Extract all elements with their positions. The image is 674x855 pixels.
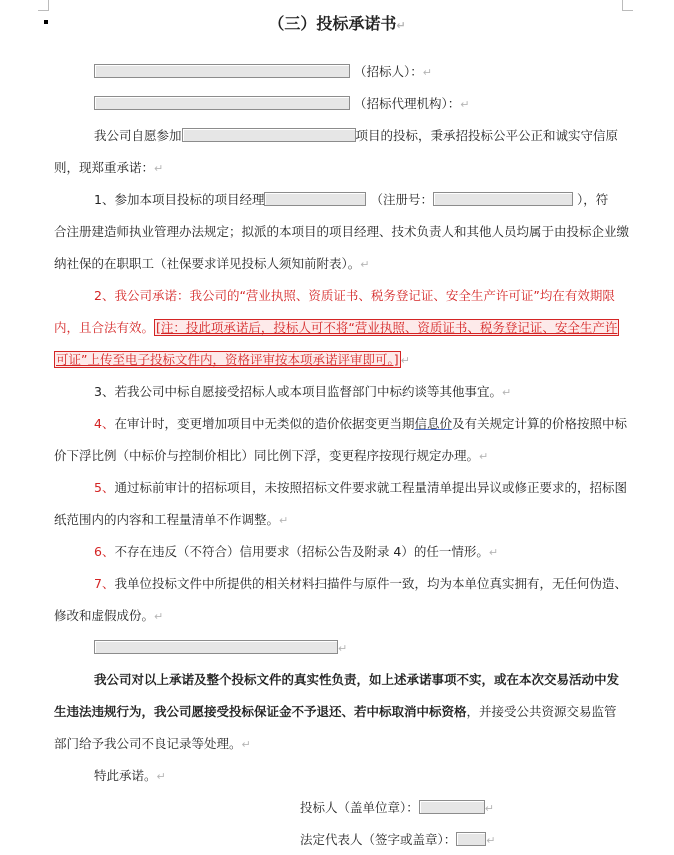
item2-note-cont-line: 可证”上传至电子投标文件内，资格评审按本项承诺评审即可。] ↵ xyxy=(56,352,410,367)
additional-commitment-field[interactable] xyxy=(94,640,338,654)
item3-line: 3、若我公司中标自愿接受招标人或本项目监督部门中标约谈等其他事宜。↵ xyxy=(94,384,512,399)
item1-line: 1、参加本项目投标的项目经理 （注册号： ），符 xyxy=(94,192,609,207)
intro-line: 我公司自愿参加 项目的投标，秉承招投标公平公正和诚实守信原 xyxy=(94,128,619,143)
bidder-seal-field[interactable] xyxy=(419,800,485,814)
item5-line: 5、通过标前审计的招标项目，未按照招标文件要求就工程量清单提出异议或修正要求的，招标图 xyxy=(94,480,627,495)
item2-line: 2、我公司承诺：我公司的“营业执照、资质证书、税务登记证、安全生产许可证”均在有效期限 xyxy=(94,288,615,303)
declaration-line: 我公司对以上承诺及整个投标文件的真实性负责，如上述承诺事项不实，或在本次交易活动中发 xyxy=(94,672,620,687)
item2-note-highlight-cont: 可证”上传至电子投标文件内，资格评审按本项承诺评审即可。] xyxy=(56,352,399,367)
page-corner-mark-right xyxy=(622,0,633,11)
tenderee-line: （招标人）：↵ xyxy=(94,64,432,81)
blank-field-line: ↵ xyxy=(94,640,347,657)
document-title: （三）投标承诺书↵ xyxy=(268,14,406,33)
item2-cont-line: 内，且合法有效。 [注：投此项承诺后，投标人可不将“营业执照、资质证书、税务登记证、安全生产许 xyxy=(54,320,618,335)
agency-line: （招标代理机构）：↵ xyxy=(94,96,469,113)
agency-input-field[interactable] xyxy=(94,96,350,110)
item2-note-highlight: [注：投此项承诺后，投标人可不将“营业执照、资质证书、税务登记证、安全生产许 xyxy=(156,320,618,335)
item4-cont-line: 价下浮比例（中标价与控制价相比）同比例下浮，变更程序按现行规定办理。↵ xyxy=(54,448,489,463)
intro-cont-line: 则，现郑重承诺：↵ xyxy=(54,160,164,175)
declaration-cont-line: 生违法违规行为，我公司愿接受投标保证金不予退还、若中标取消中标资格，并接受公共资源交易监管 xyxy=(54,704,617,719)
item5-cont-line: 纸范围内的内容和工程量清单不作调整。↵ xyxy=(54,512,289,527)
closing-line: 特此承诺。↵ xyxy=(94,768,166,783)
item6-line: 6、不存在违反（不符合）信用要求（招标公告及附录 4）的任一情形。↵ xyxy=(94,544,499,559)
manager-name-field[interactable] xyxy=(264,192,366,206)
item7-line: 7、我单位投标文件中所提供的相关材料扫描件与原件一致，均为本单位真实拥有，无任何伪造、 xyxy=(94,576,627,591)
item4-line: 4、在审计时，变更增加项目中无类似的造价依据变更当期信息价及有关规定计算的价格按照中标 xyxy=(94,416,627,431)
tenderee-input-field[interactable] xyxy=(94,64,350,78)
declaration-cont2-line: 部门给予我公司不良记录等处理。↵ xyxy=(54,736,251,751)
page-corner-mark-left xyxy=(38,0,49,11)
legal-rep-signature-field[interactable] xyxy=(456,832,486,846)
project-name-field[interactable] xyxy=(182,128,356,142)
item1-cont1-line: 合注册建造师执业管理办法规定；拟派的本项目的项目经理、技术负责人和其他人员均属于由投标企业缴 xyxy=(54,224,630,239)
signature-bidder-line: 投标人（盖单位章）： ↵ xyxy=(300,800,494,815)
signature-legal-rep-line: 法定代表人（签字或盖章）： ↵ xyxy=(300,832,496,847)
registration-number-field[interactable] xyxy=(433,192,573,206)
item1-cont2-line: 纳社保的在职职工（社保要求详见投标人须知前附表）。↵ xyxy=(54,256,370,271)
item7-cont-line: 修改和虚假成份。↵ xyxy=(54,608,164,623)
